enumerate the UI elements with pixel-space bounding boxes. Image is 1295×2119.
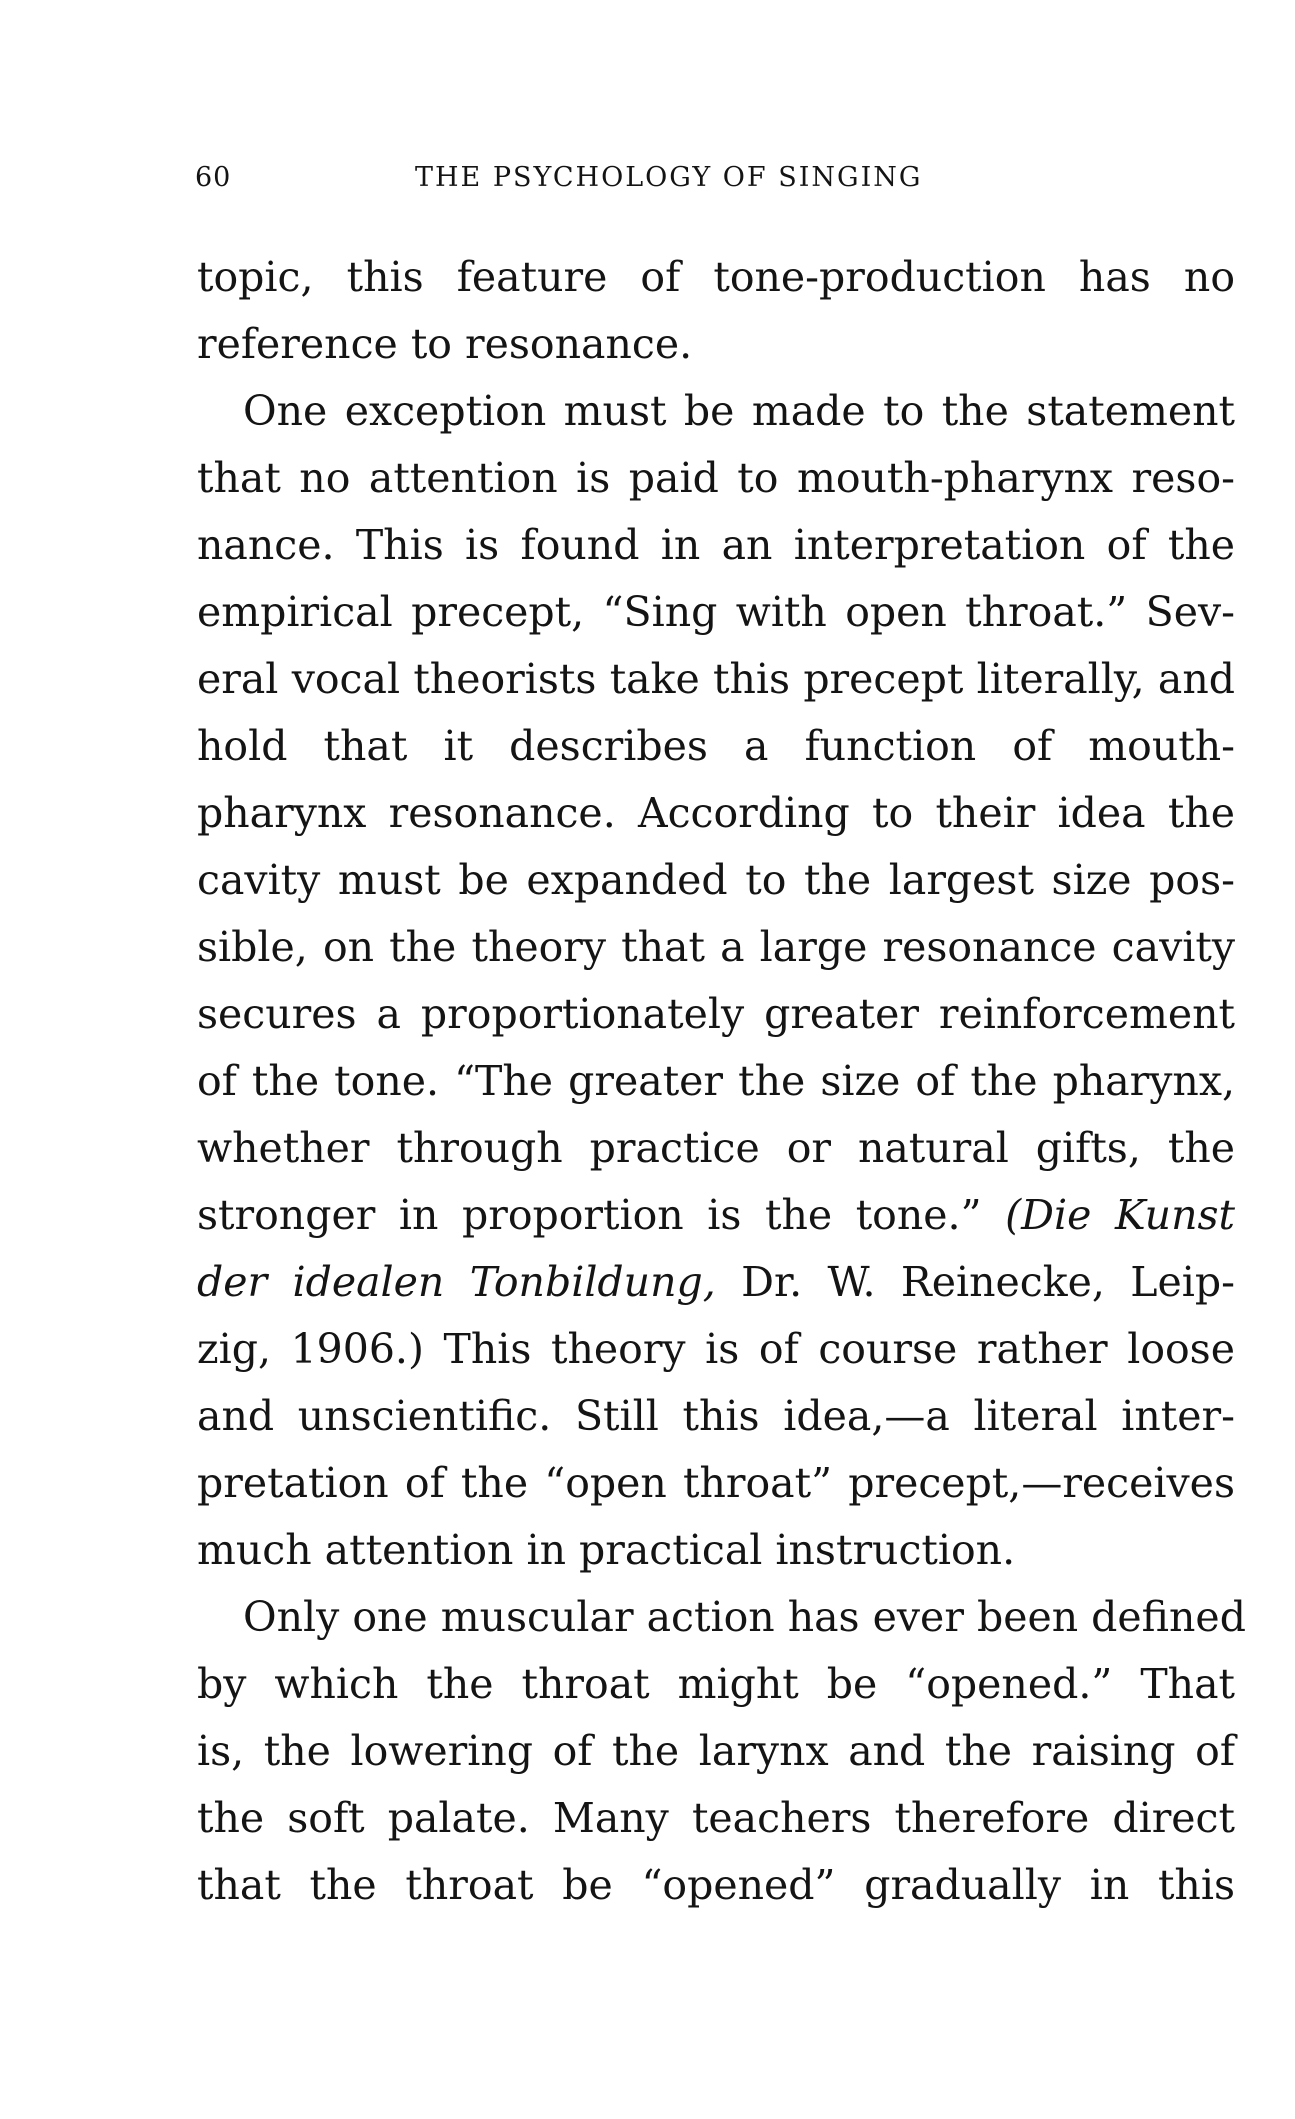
page-number: 60 <box>195 162 232 193</box>
text-line: pharynx resonance. According to their idea the <box>197 789 1235 837</box>
text-line: pretation of the “open throat” precept,—receives <box>197 1459 1235 1507</box>
text-line: sible, on the theory that a large resonance cavity <box>197 923 1235 971</box>
text-line: zig, 1906.) This theory is of course rather loose <box>197 1325 1235 1373</box>
text-line: cavity must be expanded to the largest size pos- <box>197 856 1235 904</box>
running-head <box>195 162 1035 202</box>
book-title-italic: der idealen Tonbildung, <box>197 1258 716 1306</box>
text-line: is, the lowering of the larynx and the raising of <box>197 1727 1235 1775</box>
text-segment: Dr. W. Reinecke, Leip- <box>715 1258 1235 1306</box>
text-line <box>197 1249 1235 1316</box>
text-line: that the throat be “opened” gradually in this <box>197 1861 1235 1909</box>
book-title-italic: (Die Kunst <box>1005 1191 1235 1239</box>
text-line: nance. This is found in an interpretation of the <box>197 521 1235 569</box>
text-segment: stronger in proportion is the tone.” <box>197 1191 982 1239</box>
text-line: empirical precept, “Sing with open throat.” Sev- <box>197 588 1235 636</box>
text-line: topic, this feature of tone-production has no <box>197 253 1235 301</box>
text-line: eral vocal theorists take this precept literally, and <box>197 655 1235 703</box>
text-line: hold that it describes a function of mouth- <box>197 722 1235 770</box>
text-line: secures a proportionately greater reinforcement <box>197 990 1235 1038</box>
text-line <box>197 1182 1235 1249</box>
text-line: whether through practice or natural gifts, the <box>197 1124 1235 1172</box>
text-line: the soft palate. Many teachers therefore direct <box>197 1794 1235 1842</box>
running-title: THE PSYCHOLOGY OF SINGING <box>415 162 923 193</box>
text-line: of the tone. “The greater the size of the pharynx, <box>197 1057 1235 1105</box>
text-line: Only one muscular action has ever been defined <box>243 1593 1246 1641</box>
text-line: reference to resonance. <box>197 320 693 368</box>
text-line: One exception must be made to the statement <box>243 387 1235 435</box>
text-line: and unscientific. Still this idea,—a literal inter- <box>197 1392 1235 1440</box>
text-line: by which the throat might be “opened.” That <box>197 1660 1235 1708</box>
text-line: much attention in practical instruction. <box>197 1526 1016 1574</box>
body-text <box>197 244 1246 1919</box>
text-line: that no attention is paid to mouth-pharynx reso- <box>197 454 1235 502</box>
